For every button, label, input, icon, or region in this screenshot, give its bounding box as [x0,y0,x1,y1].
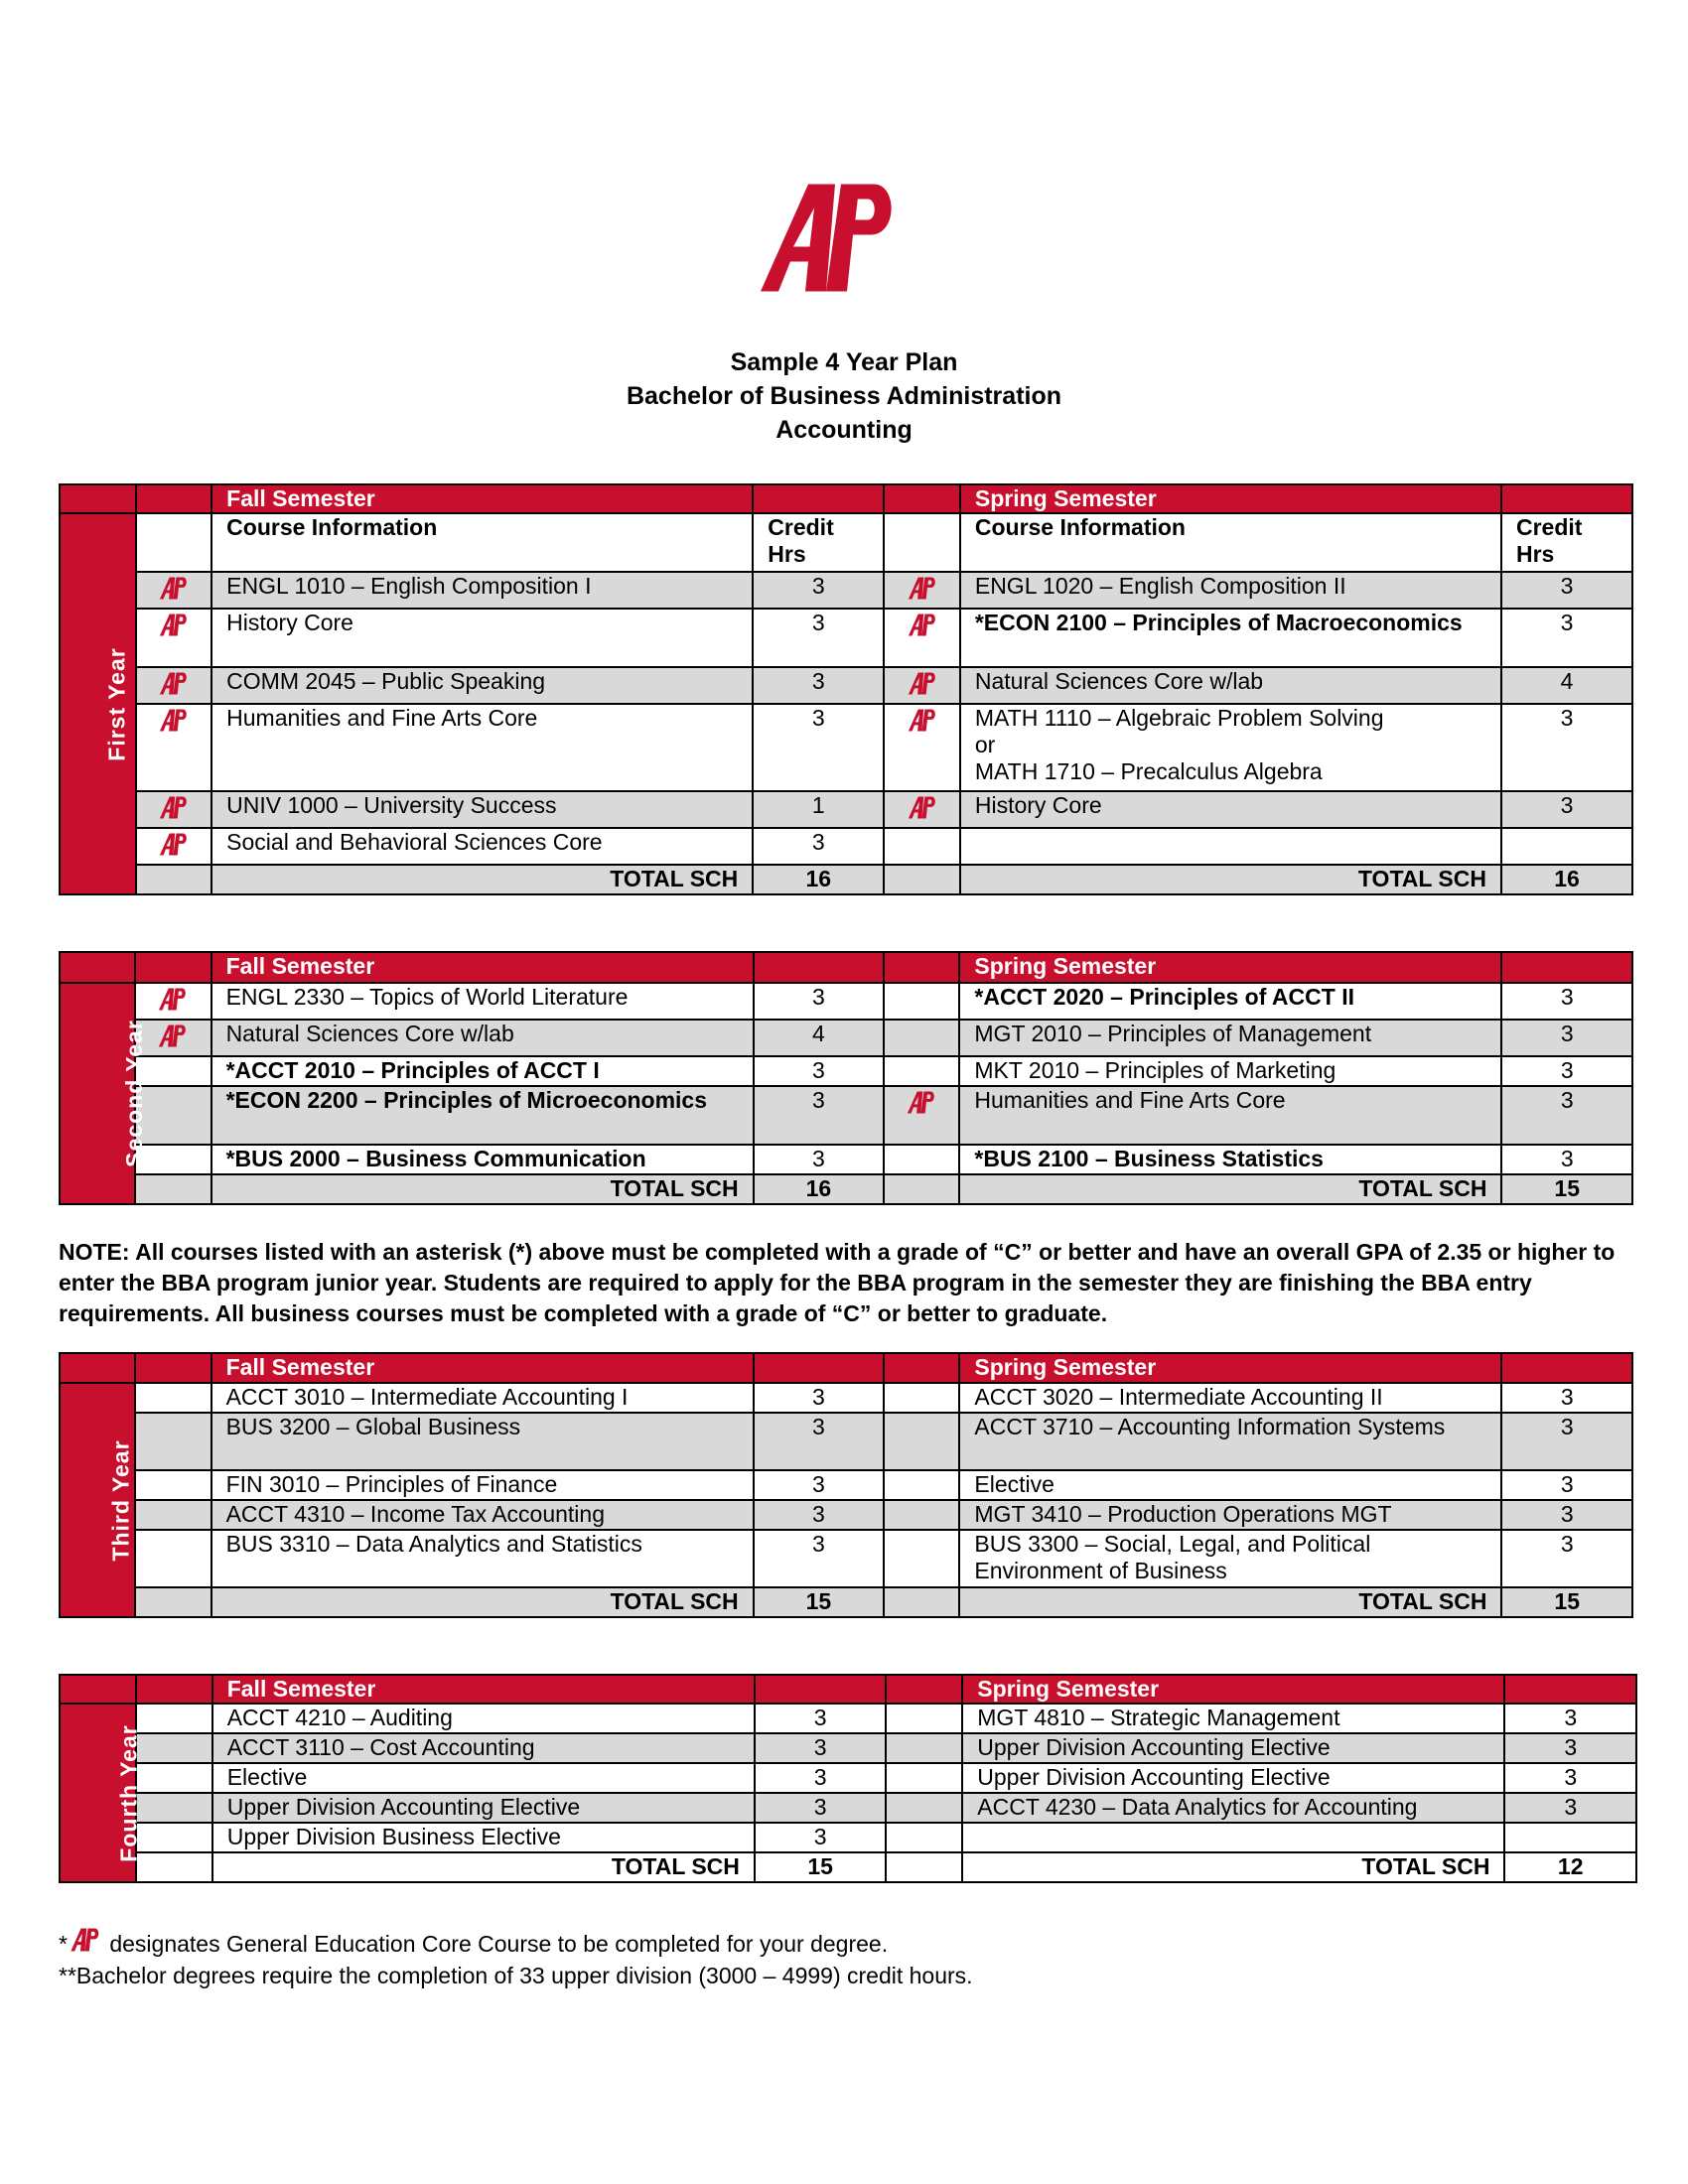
fall-course: Natural Sciences Core w/lab [211,1020,754,1056]
spring-credit: 3 [1504,1733,1636,1763]
gen-ed-icon-cell [884,667,960,704]
spring-course: BUS 3300 – Social, Legal, and Political Environment of Business [959,1530,1501,1587]
table-row [60,1470,1632,1500]
fall-course: History Core [211,609,753,667]
table-row [60,667,1632,704]
fall-course: ENGL 2330 – Topics of World Literature [211,983,754,1020]
second-year-table [59,951,1633,1205]
ap-icon [905,1089,938,1116]
spring-course: MGT 3410 – Production Operations MGT [959,1500,1501,1530]
fall-course: ACCT 4310 – Income Tax Accounting [211,1500,754,1530]
ap-icon [68,1926,103,1954]
spring-course: MKT 2010 – Principles of Marketing [959,1056,1501,1086]
header-cell [886,1675,962,1704]
credit-hrs-header: Credit Hrs [1501,513,1632,572]
header-cell [60,1353,135,1383]
spring-total: 15 [1501,1174,1632,1204]
table-row [60,1086,1632,1145]
fall-credit: 3 [753,704,884,791]
ap-icon [906,707,939,734]
spring-credit: 3 [1501,983,1632,1020]
gen-ed-icon-cell [884,1086,959,1145]
header-cell [755,1675,887,1704]
spring-credit [1504,1823,1636,1852]
gen-ed-icon-cell [136,704,212,791]
icon-cell [135,1500,211,1530]
fall-course: *ACCT 2010 – Principles of ACCT I [211,1056,754,1086]
spring-credit: 3 [1501,791,1632,828]
year-label: Second Year [120,1020,147,1167]
fall-credit: 3 [753,609,884,667]
total-row [60,1852,1636,1882]
table-row [60,1530,1632,1587]
spring-course-option: MATH 1110 – Algebraic Problem Solving [974,705,1384,731]
table-row [60,704,1632,791]
header-cell [754,1353,884,1383]
ap-icon [156,986,190,1013]
fourth-year-table [59,1674,1637,1883]
icon-cell [884,1530,959,1587]
ap-icon [157,670,191,697]
spring-course: *BUS 2100 – Business Statistics [959,1145,1501,1174]
gen-ed-icon-cell [136,572,212,609]
icon-cell [884,1413,959,1470]
gen-ed-icon-cell [136,609,212,667]
icon-cell [135,1413,211,1470]
ap-icon [906,794,939,821]
header-cell [1504,1675,1636,1704]
spring-course: Natural Sciences Core w/lab [960,667,1501,704]
total-label: TOTAL SCH [960,865,1501,894]
year-label-cell [60,513,136,894]
year-label-cell [60,983,147,1204]
course-info-header: Course Information [211,513,753,572]
icon-cell [136,865,212,894]
spring-credit: 3 [1501,1020,1632,1056]
fall-credit: 3 [754,1413,884,1470]
total-row [60,1587,1632,1617]
major-title: Accounting [775,416,913,444]
header-cell [1501,1353,1632,1383]
header-cell [60,1675,136,1704]
header-cell [884,484,960,513]
header-cell [753,484,884,513]
ap-icon [157,707,191,734]
spring-credit: 4 [1501,667,1632,704]
header-cell [884,1353,959,1383]
year-label-cell [60,1383,135,1617]
spring-credit: 3 [1501,609,1632,667]
total-row [60,1174,1632,1204]
icon-cell [886,1763,962,1793]
page-title: Sample 4 Year Plan [730,348,958,376]
spring-credit: 3 [1501,1530,1632,1587]
ap-icon [906,670,939,697]
icon-cell [884,1383,959,1413]
spring-course: ACCT 3020 – Intermediate Accounting II [959,1383,1501,1413]
course-info-header: Course Information [960,513,1501,572]
icon-cell [136,1763,212,1793]
table-row [60,791,1632,828]
icon-cell [884,828,960,865]
table-row [60,1145,1632,1174]
header-cell [136,1675,212,1704]
footnote-gen-ed-text: designates General Education Core Course to be completed for your degree. [102,1931,889,1957]
fall-credit: 3 [753,667,884,704]
gen-ed-icon-cell [136,667,212,704]
year-label: Third Year [107,1438,134,1562]
fall-credit: 3 [753,828,884,865]
table-row [60,983,1632,1020]
total-label: TOTAL SCH [959,1174,1501,1204]
fall-credit: 3 [754,1383,884,1413]
ap-icon [157,794,191,821]
icon-cell [135,1470,211,1500]
icon-cell [886,1733,962,1763]
icon-cell [136,513,212,572]
table-row [60,1704,1636,1733]
spring-credit: 3 [1501,704,1632,791]
icon-cell [136,1704,212,1733]
fall-credit: 3 [754,1145,884,1174]
fall-credit: 3 [754,1470,884,1500]
credit-hrs-header: Credit Hrs [753,513,884,572]
spring-credit: 3 [1504,1704,1636,1733]
icon-cell [884,1587,959,1617]
header-cell [884,952,959,983]
total-label: TOTAL SCH [211,1174,754,1204]
gen-ed-icon-cell [136,791,212,828]
fall-credit: 3 [754,1056,884,1086]
fall-course: Upper Division Business Elective [212,1823,755,1852]
header-cell [1501,484,1632,513]
icon-cell [135,1174,211,1204]
fall-course: Elective [212,1763,755,1793]
fall-semester-header: Fall Semester [212,1675,755,1704]
fall-total: 15 [754,1587,884,1617]
fall-course: ENGL 1010 – English Composition I [211,572,753,609]
table-row [60,1383,1632,1413]
icon-cell [884,1056,959,1086]
ap-icon [157,612,191,638]
spring-course: ACCT 4230 – Data Analytics for Accounting [962,1793,1504,1823]
fall-total: 16 [753,865,884,894]
icon-cell [884,1174,959,1204]
fall-course: ACCT 4210 – Auditing [212,1704,755,1733]
total-label: TOTAL SCH [962,1852,1504,1882]
entry-requirements-note: NOTE: All courses listed with an asterisk (*) above must be completed with a grade of “C” or better and have an overall GPA of 2.35 or higher to enter the BBA program junior year. Students are required to apply for the BBA program in the semester they are finishing the BBA entry requirements. All business courses must be completed with a grade of “C” or better to graduate. [59,1239,1616,1326]
ap-icon [156,1023,190,1049]
spring-course: Humanities and Fine Arts Core [959,1086,1501,1145]
table-row [60,828,1632,865]
icon-cell [884,1500,959,1530]
footnote-upper-division: **Bachelor degrees require the completion of 33 upper division (3000 – 4999) credit hours. [59,1963,973,1988]
icon-cell [135,1587,211,1617]
gen-ed-icon-cell [884,791,960,828]
spring-credit: 3 [1501,1470,1632,1500]
spring-total: 15 [1501,1587,1632,1617]
table-row [60,1823,1636,1852]
fall-total: 16 [754,1174,884,1204]
fall-semester-header: Fall Semester [211,1353,754,1383]
spring-credit: 3 [1501,1086,1632,1145]
spring-course: MGT 2010 – Principles of Management [959,1020,1501,1056]
spring-course: ENGL 1020 – English Composition II [960,572,1501,609]
ap-icon [906,612,939,638]
spring-total: 16 [1501,865,1632,894]
fall-credit: 3 [754,1530,884,1587]
header-cell [135,952,211,983]
table-row [60,1733,1636,1763]
total-label: TOTAL SCH [212,1852,755,1882]
header-cell [60,484,136,513]
icon-cell [884,1145,959,1174]
table-row [60,1500,1632,1530]
spring-course: MGT 4810 – Strategic Management [962,1704,1504,1733]
fall-course: BUS 3200 – Global Business [211,1413,754,1470]
icon-cell [884,1020,959,1056]
header-cell [1501,952,1632,983]
icon-cell [884,513,960,572]
total-label: TOTAL SCH [211,865,753,894]
table-row [60,1793,1636,1823]
table-row [60,1020,1632,1056]
spring-course: *ECON 2100 – Principles of Macroeconomics [960,609,1501,667]
fall-credit: 4 [754,1020,884,1056]
gen-ed-icon-cell [884,609,960,667]
spring-semester-header: Spring Semester [962,1675,1504,1704]
fall-credit: 3 [754,1500,884,1530]
icon-cell [135,1530,211,1587]
total-row [60,865,1632,894]
year-label-cell [60,1704,142,1882]
fall-semester-header: Fall Semester [211,952,754,983]
ap-icon [157,831,191,858]
icon-cell [136,1823,212,1852]
spring-credit: 3 [1504,1763,1636,1793]
icon-cell [886,1793,962,1823]
asterisk: * [59,1931,68,1957]
spring-credit: 3 [1501,1056,1632,1086]
fall-credit: 3 [753,572,884,609]
spring-credit: 3 [1501,1383,1632,1413]
fall-credit: 3 [755,1823,887,1852]
spring-course [962,1823,1504,1852]
fall-credit: 3 [755,1733,887,1763]
spring-credit [1501,828,1632,865]
gen-ed-icon-cell [136,828,212,865]
spring-credit: 3 [1501,1413,1632,1470]
spring-credit: 3 [1504,1793,1636,1823]
icon-cell [886,1704,962,1733]
gen-ed-icon-cell [884,704,960,791]
header-cell [135,1353,211,1383]
fall-course: *BUS 2000 – Business Communication [211,1145,754,1174]
fall-course: ACCT 3010 – Intermediate Accounting I [211,1383,754,1413]
fall-credit: 3 [754,983,884,1020]
fall-semester-header: Fall Semester [211,484,753,513]
fall-course: Upper Division Accounting Elective [212,1793,755,1823]
spring-course: Elective [959,1470,1501,1500]
spring-credit: 3 [1501,572,1632,609]
icon-cell [884,865,960,894]
fall-course: COMM 2045 – Public Speaking [211,667,753,704]
fall-course: *ECON 2200 – Principles of Microeconomics [211,1086,754,1145]
gen-ed-icon-cell [135,983,211,1020]
footnote-gen-ed [59,1926,1637,1960]
spring-course: Upper Division Accounting Elective [962,1733,1504,1763]
gen-ed-icon-cell [884,572,960,609]
year-label: Fourth Year [115,1723,142,1862]
icon-cell [886,1823,962,1852]
total-label: TOTAL SCH [959,1587,1501,1617]
spring-total: 12 [1504,1852,1636,1882]
fall-course: BUS 3310 – Data Analytics and Statistics [211,1530,754,1587]
spring-course: History Core [960,791,1501,828]
fall-credit: 1 [753,791,884,828]
year-label: First Year [103,646,130,761]
spring-course [960,828,1501,865]
icon-cell [135,1383,211,1413]
degree-title: Bachelor of Business Administration [626,382,1062,410]
icon-cell [884,983,959,1020]
icon-cell [136,1733,212,1763]
table-row [60,1413,1632,1470]
fall-credit: 3 [755,1704,887,1733]
fall-course: Humanities and Fine Arts Core [211,704,753,791]
spring-course: ACCT 3710 – Accounting Information Systems [959,1413,1501,1470]
icon-cell [884,1470,959,1500]
spring-credit: 3 [1501,1145,1632,1174]
spring-course [960,704,1501,791]
spring-course: *ACCT 2020 – Principles of ACCT II [959,983,1501,1020]
fall-course: UNIV 1000 – University Success [211,791,753,828]
fall-credit: 3 [754,1086,884,1145]
spring-course: Upper Division Accounting Elective [962,1763,1504,1793]
icon-cell [886,1852,962,1882]
spring-semester-header: Spring Semester [959,1353,1501,1383]
or-text: or [974,732,996,757]
fall-credit: 3 [755,1763,887,1793]
spring-credit: 3 [1501,1500,1632,1530]
icon-cell [136,1793,212,1823]
third-year-table [59,1352,1633,1618]
ap-logo [755,171,904,305]
header-cell [60,952,135,983]
header-cell [136,484,212,513]
fall-credit: 3 [755,1793,887,1823]
header-cell [754,952,884,983]
spring-course-option: MATH 1710 – Precalculus Algebra [974,758,1323,784]
first-year-table [59,483,1633,895]
fall-course: Social and Behavioral Sciences Core [211,828,753,865]
spring-semester-header: Spring Semester [959,952,1501,983]
fall-course: ACCT 3110 – Cost Accounting [212,1733,755,1763]
table-row [60,572,1632,609]
fall-course: FIN 3010 – Principles of Finance [211,1470,754,1500]
table-row [60,609,1632,667]
fall-total: 15 [755,1852,887,1882]
ap-icon [906,575,939,602]
total-label: TOTAL SCH [211,1587,754,1617]
table-row [60,1056,1632,1086]
ap-icon [157,575,191,602]
table-row [60,1763,1636,1793]
icon-cell [136,1852,212,1882]
spring-semester-header: Spring Semester [960,484,1501,513]
